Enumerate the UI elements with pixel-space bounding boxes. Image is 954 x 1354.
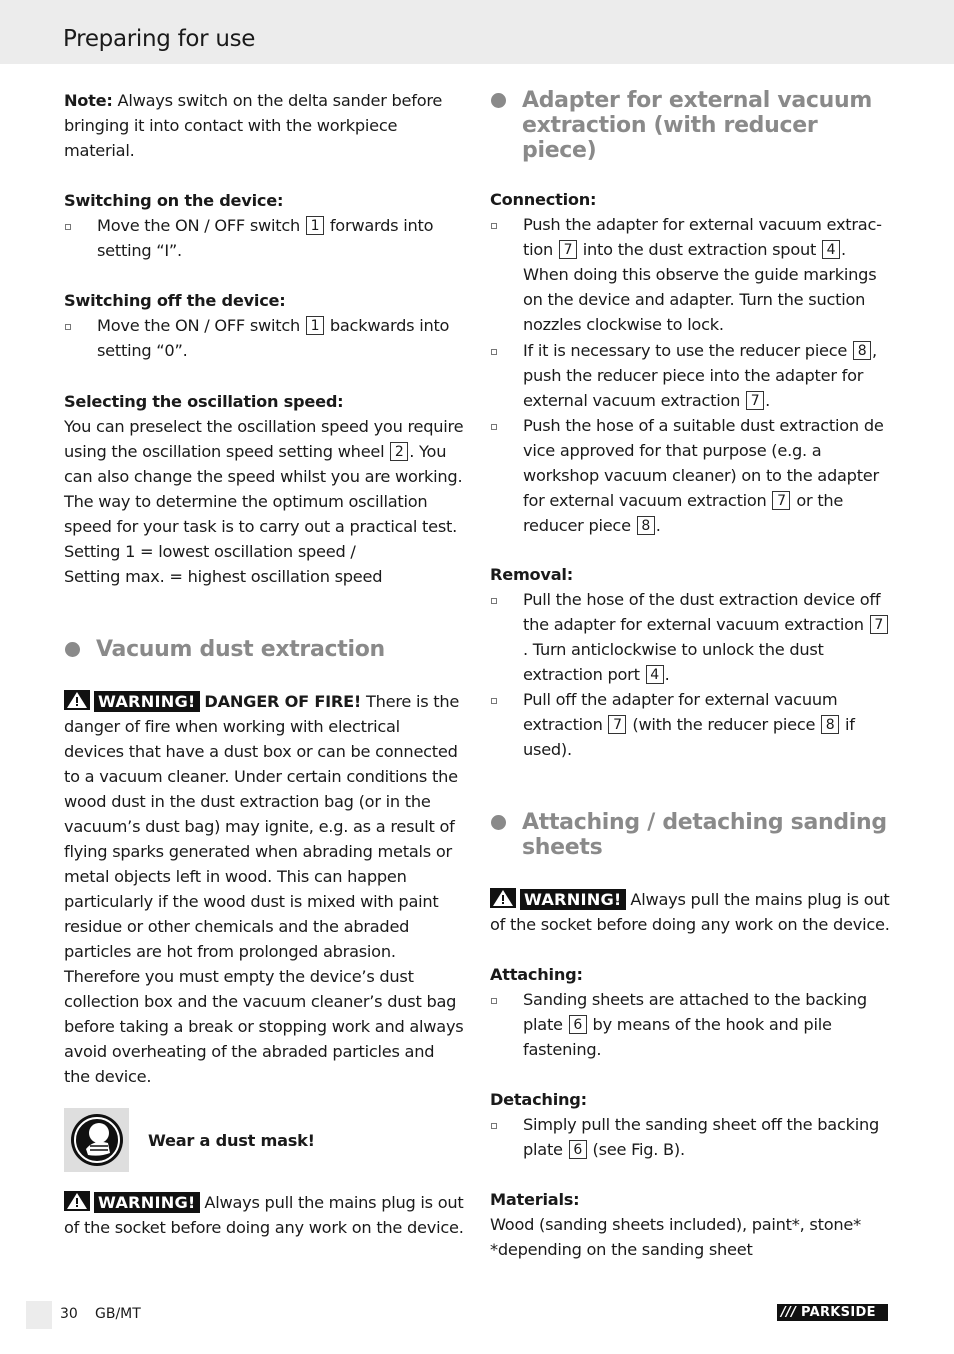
step-text: Pull off the adapter for external vacuum extraction: [523, 690, 838, 734]
step-text: .: [655, 516, 661, 535]
oscillation-setting-min: Setting 1 = lowest oscillation speed /: [64, 542, 356, 561]
step-text: Pull the hose of the dust extraction device off the adapter for external vacuum extraction: [523, 590, 881, 634]
oscillation-setting-max: Setting max. = highest oscillation speed: [64, 567, 383, 586]
part-ref-7: 7: [772, 491, 790, 510]
plug-warning: [64, 1190, 464, 1240]
page-title: Preparing for use: [63, 26, 256, 52]
oscillation-text-a: You can preselect the oscillation speed you require using the oscillation speed setting wheel: [64, 417, 464, 461]
sheets-heading-text: Attaching / detaching sanding sheets: [522, 810, 887, 860]
part-ref-7: 7: [746, 391, 764, 410]
removal-heading: Removal:: [490, 565, 573, 584]
step-text: (with the reducer piece: [627, 715, 821, 734]
warning-label: WARNING!: [520, 889, 626, 910]
part-ref-6: 6: [569, 1140, 587, 1159]
warning-triangle-icon: [64, 1191, 90, 1211]
plug-warning-text: Always pull the mains plug is out of the socket before doing any work on the device.: [64, 1193, 464, 1237]
logo-slashes: ///: [781, 1305, 797, 1320]
switch-off-heading: Switching off the device:: [64, 291, 286, 310]
part-ref-1: 1: [306, 316, 324, 335]
oscillation-text: [64, 414, 464, 539]
attaching-step: [490, 987, 890, 1062]
logo-text: PARKSIDE: [801, 1305, 876, 1320]
connection-step-1: [490, 212, 890, 337]
bullet-dot-icon: [491, 815, 506, 830]
switch-on-step: [64, 213, 464, 263]
switch-on-text: Move the ON / OFF switch: [97, 216, 305, 235]
step-text: . When doing this observe the guide markings on the device and adapter. Turn the suction nozzles clockwise to lock.: [523, 240, 877, 334]
sheets-section-heading: [490, 810, 890, 860]
bullet-dot-icon: [65, 642, 80, 657]
detaching-heading: Detaching:: [490, 1090, 587, 1109]
part-ref-1: 1: [306, 216, 324, 235]
step-text: Push the hose of a suitable dust extraction de vice approved for that purpose (e.g. a workshop vacuum cleaner) on to the adapter for external vacuum extraction: [523, 416, 884, 510]
step-text: , push the reducer piece into the adapter for external vacuum extraction: [523, 341, 877, 410]
step-text: if used).: [523, 715, 855, 759]
step-text: .: [664, 665, 670, 684]
switch-off-text: Move the ON / OFF switch: [97, 316, 305, 335]
materials-heading: Materials:: [490, 1190, 580, 1209]
part-ref-8: 8: [821, 715, 839, 734]
sheets-warning-text: Always pull the mains plug is out of the socket before doing any work on the device.: [490, 890, 890, 934]
step-text: .: [765, 391, 770, 410]
note-paragraph: [64, 88, 464, 163]
switch-off-step: [64, 313, 464, 363]
materials-footnote: *depending on the sanding sheet: [490, 1240, 753, 1259]
connection-step-3: [490, 413, 890, 538]
removal-step-2: [490, 687, 890, 762]
warning-triangle-icon: [490, 888, 516, 908]
note-text: Always switch on the delta sander before bringing it into contact with the workpiece material.: [64, 91, 443, 160]
connection-heading: Connection:: [490, 190, 597, 209]
page-header: [0, 0, 954, 64]
part-ref-7: 7: [559, 240, 577, 259]
parkside-logo: [777, 1304, 888, 1321]
warning-triangle-icon: [64, 690, 90, 710]
step-text: into the dust extraction spout: [577, 240, 821, 259]
language-code: GB/MT: [95, 1306, 141, 1322]
part-ref-4: 4: [646, 665, 664, 684]
part-ref-2: 2: [390, 442, 408, 461]
part-ref-7: 7: [870, 615, 888, 634]
switch-on-text-end: forwards into setting “I”.: [97, 216, 434, 260]
danger-of-fire-label: DANGER OF FIRE!: [204, 692, 362, 711]
switch-on-heading: Switching on the device:: [64, 191, 284, 210]
page-number: 30: [60, 1306, 78, 1322]
removal-step-1: [490, 587, 890, 687]
materials-list: Wood (sanding sheets included), paint*, stone*: [490, 1215, 861, 1234]
connection-step-2: [490, 338, 890, 413]
bullet-dot-icon: [491, 93, 506, 108]
dust-mask-text: Wear a dust mask!: [148, 1130, 315, 1150]
part-ref-4: 4: [822, 240, 840, 259]
part-ref-6: 6: [569, 1015, 587, 1034]
adapter-heading-text: Adapter for external vacuum extraction (with reducer piece): [522, 88, 872, 163]
step-text: Push the adapter for external vacuum extraction: [523, 215, 882, 259]
footer-marker: [26, 1301, 52, 1329]
dust-mask-notice: [64, 1108, 464, 1172]
switch-off-text-end: backwards into setting “0”.: [97, 316, 450, 360]
fire-warning-text: There is the danger of fire when working with electrical devices that have a dust box or can be connected to a vacuum cleaner. Under certain conditions the wood dust in the dust extraction bag (or in the vacuum’s dust bag) may ignite, e.g. as a result of flying sparks generated when abrading metals or metal objects left in wood. This can happen particularly if the wood dust is mixed with paint residue or other chemicals and the abraded particles are hot from prolonged abrasion. Therefore you must empty the device’s dust collection box and the vacuum cleaner’s dust bag before taking a break or stopping work and always avoid overheating of the abraded particles and the device.: [64, 692, 464, 1086]
detaching-step: [490, 1112, 890, 1162]
part-ref-8: 8: [637, 516, 655, 535]
oscillation-text-b: . You can also change the speed whilst you are working. The way to determine the optimum oscillation speed for your task is to carry out a practical test.: [64, 442, 463, 536]
step-text: by means of the hook and pile fastening.: [523, 1015, 832, 1059]
step-text: or the reducer piece: [523, 491, 844, 535]
adapter-section-heading: [490, 88, 890, 163]
part-ref-7: 7: [608, 715, 626, 734]
right-column: [490, 88, 890, 1262]
step-text: Sanding sheets are attached to the backing plate: [523, 990, 867, 1034]
step-text: Simply pull the sanding sheet off the backing plate: [523, 1115, 880, 1159]
fire-warning: [64, 689, 464, 1089]
left-column: [64, 88, 464, 1240]
attaching-heading: Attaching:: [490, 965, 583, 984]
step-text: If it is necessary to use the reducer piece: [523, 341, 853, 360]
step-text: (see Fig. B).: [587, 1140, 685, 1159]
dust-mask-icon: [64, 1108, 129, 1172]
oscillation-heading: Selecting the oscillation speed:: [64, 392, 344, 411]
vacuum-section-heading: [64, 637, 464, 662]
note-label: Note:: [64, 91, 113, 110]
warning-label: WARNING!: [94, 1192, 200, 1213]
vacuum-heading-text: Vacuum dust extraction: [96, 637, 385, 662]
warning-label: WARNING!: [94, 691, 200, 712]
step-text: . Turn anticlockwise to unlock the dust extraction port: [523, 640, 824, 684]
part-ref-8: 8: [853, 341, 871, 360]
sheets-warning: [490, 887, 890, 937]
